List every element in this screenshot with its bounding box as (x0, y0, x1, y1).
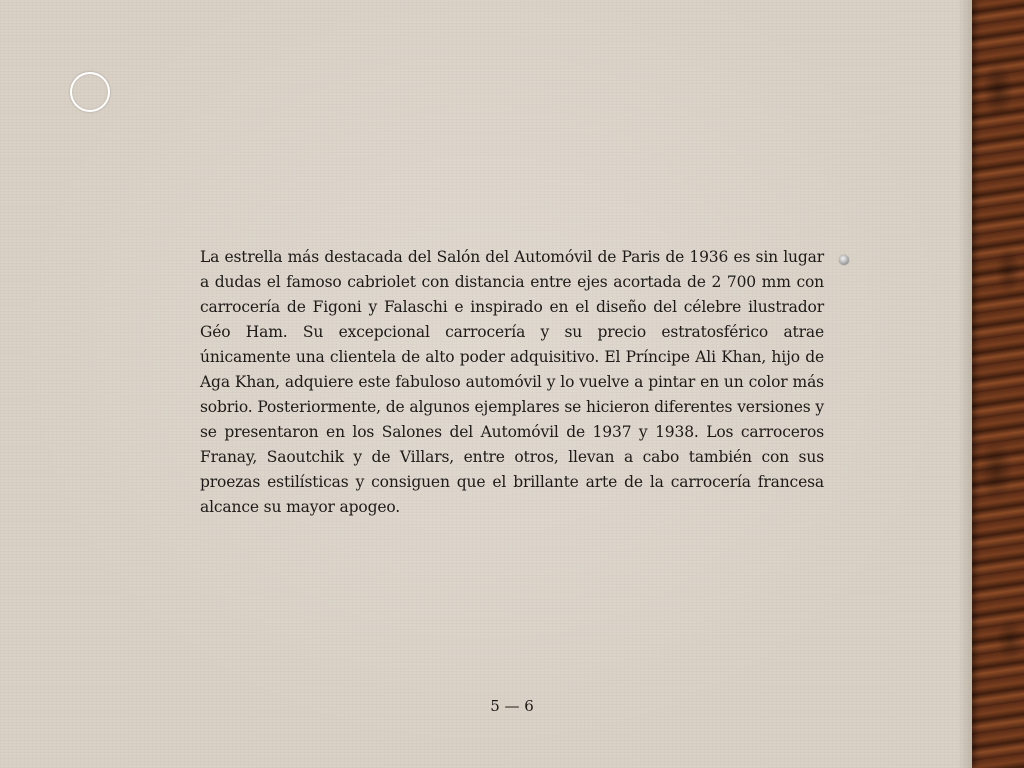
page-number: 5 — 6 (490, 697, 534, 715)
wood-cover-edge (968, 0, 1024, 768)
circle-outline-icon[interactable] (70, 72, 110, 112)
note-dot-icon[interactable] (839, 255, 849, 265)
body-paragraph: La estrella más destacada del Salón del Automóvil de Paris de 1936 es sin lugar a dudas el famoso cabriolet con distancia entre ejes acortada de 2 700 mm con carrocería de Figoni y Falaschi e inspirado en el diseño del célebre ilustrador Géo Ham. Su excepcional carrocería y su precio estratosférico atrae únicamente una clientela de alto poder adquisitivo. El Príncipe Ali Khan, hijo de Aga Khan, adquiere este fabuloso automóvil y lo vuelve a pintar en un color más sobrio. Posteriormente, de algunos ejemplares se hicieron diferentes versiones y se presentaron en los Salones del Automóvil de 1937 y 1938. Los carroceros Franay, Saoutchik y de Villars, entre otros, llevan a cabo también con sus proezas estilísticas y consiguen que el brillante arte de la carrocería francesa alcance su mayor apogeo. (200, 248, 824, 516)
page-edge-shadow (958, 0, 972, 768)
